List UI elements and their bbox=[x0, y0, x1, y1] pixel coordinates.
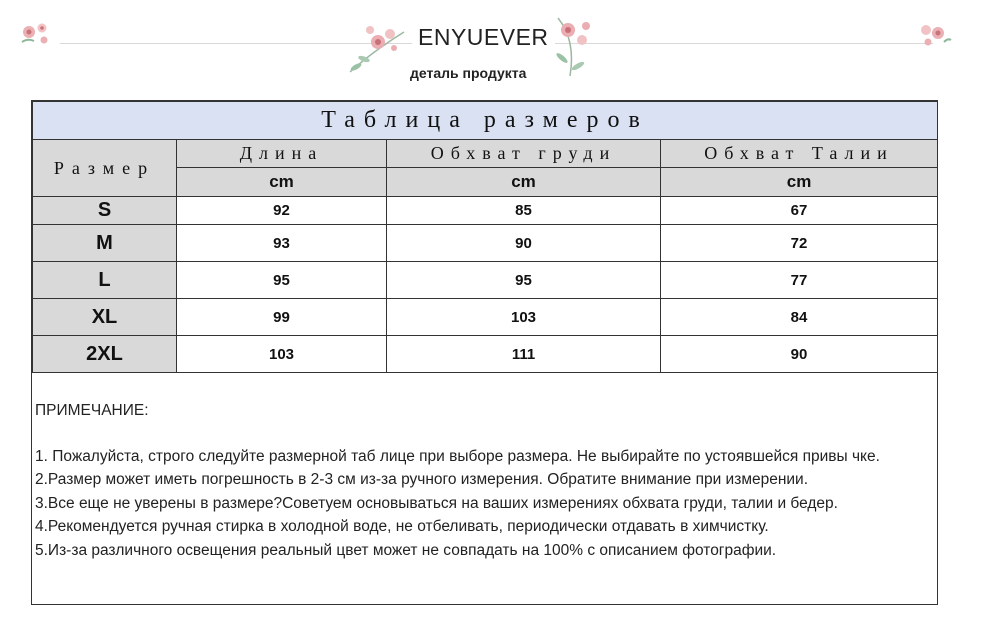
flower-decoration-left-icon bbox=[18, 18, 54, 48]
length-value: 92 bbox=[177, 197, 387, 225]
note-item: 1. Пожалуйста, строго следуйте размерной таб лице при выборе размера. Не выбирайте по устоявшейся привы чке. bbox=[35, 447, 880, 465]
note-item: 5.Из-за различного освещения реальный цвет может не совпадать на 100% с описанием фотографии. bbox=[35, 541, 777, 559]
table-row bbox=[33, 299, 938, 336]
unit-chest: cm bbox=[387, 168, 661, 197]
chest-value: 90 bbox=[387, 225, 661, 262]
waist-value: 77 bbox=[661, 262, 938, 299]
page-header bbox=[0, 0, 993, 95]
chest-value: 85 bbox=[387, 197, 661, 225]
chest-value: 95 bbox=[387, 262, 661, 299]
notes-title: ПРИМЕЧАНИЕ: bbox=[35, 402, 149, 419]
size-label: L bbox=[33, 262, 177, 299]
waist-value: 67 bbox=[661, 197, 938, 225]
size-chart-sheet bbox=[31, 100, 938, 605]
size-label: M bbox=[33, 225, 177, 262]
size-label: 2XL bbox=[33, 336, 177, 373]
length-value: 93 bbox=[177, 225, 387, 262]
size-table bbox=[32, 101, 938, 373]
unit-length: cm bbox=[177, 168, 387, 197]
length-value: 99 bbox=[177, 299, 387, 336]
flower-decoration-right-icon bbox=[914, 18, 952, 48]
note-item: 4.Рекомендуется ручная стирка в холодной воде, не отбеливать, периодически отдавать в химчистку. bbox=[35, 518, 769, 535]
chest-value: 111 bbox=[387, 336, 661, 373]
unit-waist: cm bbox=[661, 168, 938, 197]
notes-section bbox=[35, 399, 935, 562]
size-label: XL bbox=[33, 299, 177, 336]
column-header-chest: Обхват груди bbox=[387, 140, 661, 168]
size-label: S bbox=[33, 197, 177, 225]
chest-value: 103 bbox=[387, 299, 661, 336]
waist-value: 84 bbox=[661, 299, 938, 336]
table-row bbox=[33, 197, 938, 225]
size-column-header: Размер bbox=[33, 140, 177, 197]
table-title: Таблица размеров bbox=[33, 102, 938, 140]
length-value: 95 bbox=[177, 262, 387, 299]
table-row bbox=[33, 225, 938, 262]
waist-value: 72 bbox=[661, 225, 938, 262]
column-header-waist: Обхват Талии bbox=[661, 140, 938, 168]
brand-name: ENYUEVER bbox=[412, 24, 555, 51]
table-row bbox=[33, 262, 938, 299]
note-item: 3.Все еще не уверены в размере?Советуем основываться на ваших измерениях обхвата груди, талии и бедер. bbox=[35, 494, 838, 512]
waist-value: 90 bbox=[661, 336, 938, 373]
table-row bbox=[33, 336, 938, 373]
bouquet-decoration-icon bbox=[342, 12, 412, 82]
note-item: 2.Размер может иметь погрешность в 2-3 см из-за ручного измерения. Обратите внимание при измерении. bbox=[35, 471, 809, 488]
length-value: 103 bbox=[177, 336, 387, 373]
column-header-length: Длина bbox=[177, 140, 387, 168]
bouquet-right-decoration-icon bbox=[548, 10, 608, 82]
page-subtitle: деталь продукта bbox=[410, 65, 527, 81]
